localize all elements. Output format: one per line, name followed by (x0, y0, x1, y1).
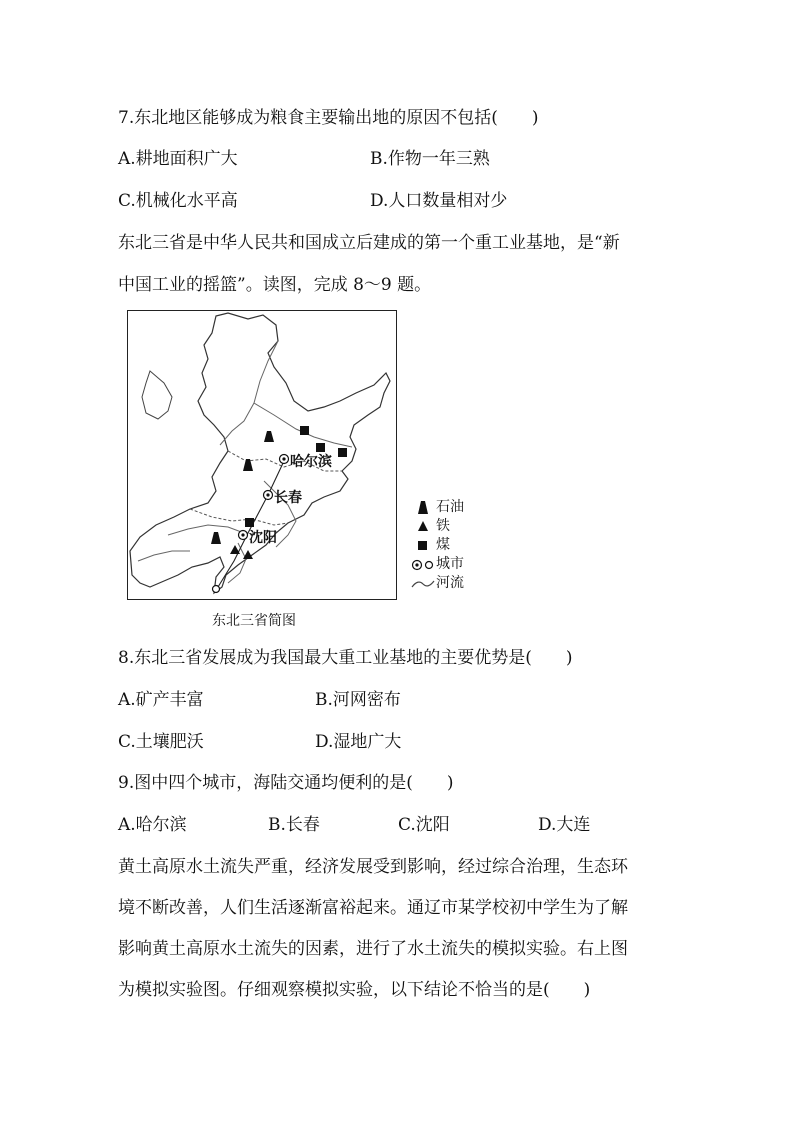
legend-label-iron: 铁 (436, 518, 450, 534)
legend-row-coal (410, 536, 464, 555)
coal-symbol (245, 518, 254, 527)
coal-symbol (338, 448, 347, 457)
legend-label-river: 河流 (436, 575, 464, 591)
legend-label-coal: 煤 (436, 537, 450, 553)
q10-line-1: 黄土高原水土流失严重，经济发展受到影响，经过综合治理，生态环 (118, 857, 628, 877)
iron-legend-icon (410, 521, 436, 532)
shenyang-city-marker (241, 533, 244, 536)
oil-legend-icon (410, 501, 436, 514)
q7-option-b: B.作物一年三熟 (370, 149, 490, 169)
q8-option-c: C.土壤肥沃 (118, 732, 204, 752)
q7-option-c: C.机械化水平高 (118, 191, 238, 211)
river-line (138, 551, 190, 561)
bay-outline (142, 371, 172, 419)
iron-symbol (243, 550, 253, 559)
legend-row-oil (410, 498, 464, 517)
intro-line-2: 中国工业的摇篮”。读图，完成 8～9 题。 (118, 275, 432, 295)
changchun-city-marker (266, 493, 269, 496)
q9-stem: 9.图中四个城市，海陆交通均便利的是( ) (118, 773, 454, 793)
city-legend-icon (410, 559, 436, 571)
q9-option-d: D.大连 (538, 815, 591, 835)
q8-option-a: A.矿产丰富 (118, 690, 204, 710)
q8-option-d: D.湿地广大 (315, 732, 402, 752)
dalian-city-marker (213, 586, 220, 593)
q8-option-b: B.河网密布 (315, 690, 401, 710)
q10-line-2: 境不断改善，人们生活逐渐富裕起来。通辽市某学校初中学生为了解 (118, 898, 628, 918)
intro-line-1: 东北三省是中华人民共和国成立后建成的第一个重工业基地，是“新 (118, 233, 620, 253)
map-caption: 东北三省简图 (212, 613, 296, 629)
q7-option-d: D.人口数量相对少 (370, 191, 508, 211)
q8-stem: 8.东北三省发展成为我国最大重工业基地的主要优势是( ) (118, 648, 573, 668)
map-drawing (128, 311, 397, 600)
legend-row-river (410, 574, 464, 593)
oil-symbol (211, 532, 221, 544)
legend-row-iron (410, 517, 464, 536)
northeast-map (127, 310, 397, 600)
q9-option-a: A.哈尔滨 (118, 815, 187, 835)
river-legend-icon (410, 578, 436, 590)
legend-label-city: 城市 (436, 556, 464, 572)
q9-option-c: C.沈阳 (398, 815, 450, 835)
coal-symbol (300, 426, 309, 435)
map-legend (410, 498, 464, 593)
legend-row-city (410, 555, 464, 574)
q10-line-3: 影响黄土高原水土流失的因素，进行了水土流失的模拟实验。右上图 (118, 939, 628, 959)
oil-symbol (264, 431, 274, 442)
coal-legend-icon (410, 541, 436, 551)
legend-label-oil: 石油 (436, 499, 464, 515)
q7-stem: 7.东北地区能够成为粮食主要输出地的原因不包括( ) (118, 108, 539, 128)
q9-option-b: B.长春 (268, 815, 320, 835)
province-border-line (190, 509, 288, 525)
province-boundary (130, 313, 390, 593)
river-line (168, 525, 244, 535)
city-label-changchun: 长春 (274, 490, 302, 506)
iron-symbol (230, 545, 240, 554)
q10-line-4: 为模拟实验图。仔细观察模拟实验，以下结论不恰当的是( ) (118, 980, 591, 1000)
city-label-shenyang: 沈阳 (249, 530, 277, 546)
city-label-harbin: 哈尔滨 (290, 454, 332, 470)
harbin-city-marker (282, 457, 285, 460)
q7-option-a: A.耕地面积广大 (118, 149, 238, 169)
